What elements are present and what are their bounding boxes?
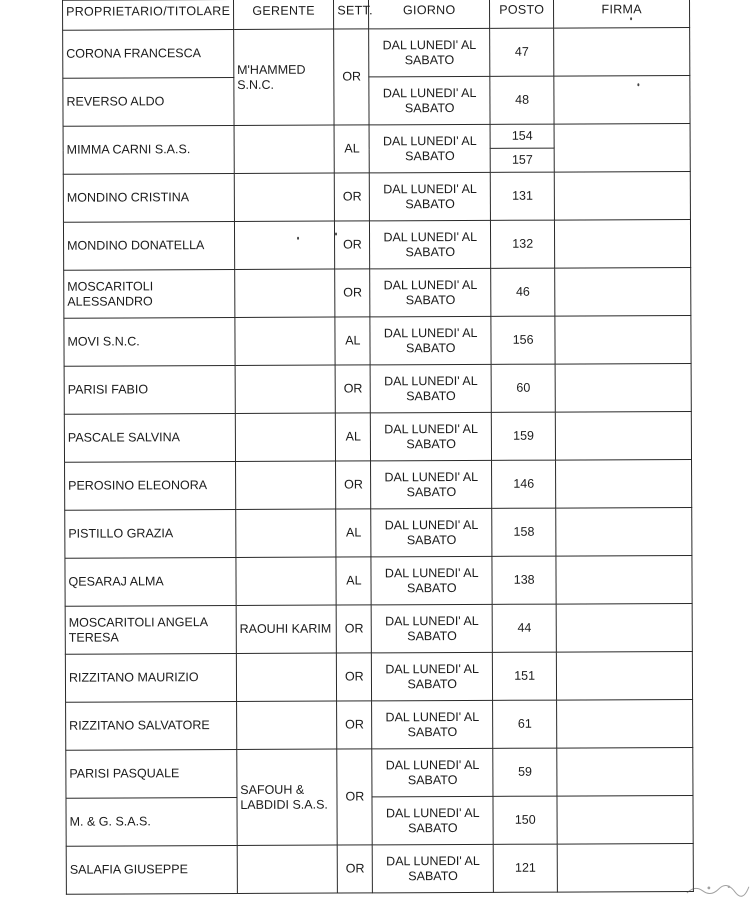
owner-cell: MOSCARITOLI ANGELA TERESA [65,605,236,654]
scan-speck [297,237,299,240]
scan-artifact-icon [685,883,751,895]
table-row [64,267,691,318]
day-cell: DAL LUNEDI' AL SABATO [372,652,493,701]
day-cell: DAL LUNEDI' AL SABATO [371,364,492,413]
signature-cell [554,75,690,124]
table-row [65,603,692,654]
day-cell: DAL LUNEDI' AL SABATO [369,76,490,125]
stall-cell: 48 [490,76,555,124]
owner-cell: MONDINO DONATELLA [63,221,234,270]
vendor-register-table [62,0,694,895]
owner-cell: MOVI S.N.C. [64,317,235,366]
sector-cell: OR [334,29,370,125]
sector-cell: OR [337,653,372,701]
stall-cell: 60 [491,364,556,412]
sector-cell: OR [335,365,370,413]
sector-cell: OR [336,461,371,509]
sector-cell: OR [335,269,370,317]
stall-cell: 156 [491,316,556,364]
manager-cell [234,269,335,317]
signature-cell [555,315,691,364]
day-cell: DAL LUNEDI' AL SABATO [369,28,490,77]
owner-cell: RIZZITANO MAURIZIO [65,653,236,702]
table-row [65,555,692,606]
sector-cell: AL [335,317,370,365]
owner-cell: M. & G. S.A.S. [66,797,237,846]
stall-cell-second: 157 [490,148,554,172]
day-cell: DAL LUNEDI' AL SABATO [370,268,491,317]
header-manager: GERENTE [233,0,334,29]
stall-cell: 121 [493,844,558,892]
table-row [66,795,693,846]
manager-cell [236,557,337,605]
owner-cell: PEROSINO ELEONORA [65,461,236,510]
table-row [63,123,690,150]
sector-cell: AL [336,557,371,605]
manager-cell [235,317,336,365]
manager-cell [234,173,335,221]
stall-cell: 138 [492,556,557,604]
table-row [65,459,692,510]
day-cell: DAL LUNEDI' AL SABATO [371,508,492,557]
header-day: GIORNO [369,0,490,29]
day-cell: DAL LUNEDI' AL SABATO [369,124,490,173]
table-row [63,75,690,126]
table-row [65,507,692,558]
owner-cell: PARISI FABIO [64,365,235,414]
day-cell: DAL LUNEDI' AL SABATO [373,844,494,893]
table-row [63,27,690,78]
table-row [66,747,693,798]
manager-cell [235,365,336,413]
signature-cell [556,459,692,508]
header-signature: FIRMA [554,0,690,28]
sector-cell: OR [335,221,370,269]
owner-cell: PASCALE SALVINA [64,413,235,462]
owner-cell: PISTILLO GRAZIA [65,509,236,558]
sector-cell: AL [334,125,369,173]
manager-cell: SAFOUH & LABDIDI S.A.S. [237,749,338,845]
signature-cell [555,267,691,316]
manager-cell [234,125,335,173]
day-cell: DAL LUNEDI' AL SABATO [372,748,493,797]
signature-cell [555,363,691,412]
manager-cell: M'HAMMED S.N.C. [233,29,334,125]
sector-cell: AL [336,413,371,461]
manager-cell [236,509,337,557]
manager-cell [235,461,336,509]
owner-cell: CORONA FRANCESCA [63,29,234,78]
table-row [64,411,691,462]
table-row [65,651,692,702]
signature-cell [554,27,690,76]
signature-cell [554,123,690,172]
signature-cell [556,411,692,460]
manager-cell [237,845,338,893]
table-row [66,843,693,894]
signature-cell [556,555,692,604]
scan-speck [637,83,639,86]
day-cell: DAL LUNEDI' AL SABATO [372,796,493,845]
header-stall: POSTO [489,0,553,28]
manager-cell [236,701,337,749]
table-row [63,219,690,270]
signature-cell [556,603,692,652]
stall-cell: 159 [491,412,556,460]
stall-cell: 131 [490,172,555,220]
sector-cell: OR [335,173,370,221]
owner-cell: RIZZITANO SALVATORE [66,701,237,750]
table-row [66,699,693,750]
stall-cell: 151 [492,652,557,700]
manager-cell: RAOUHI KARIM [236,605,337,653]
signature-cell [557,843,693,892]
stall-cell: 47 [490,28,555,76]
sector-cell: OR [337,701,372,749]
day-cell: DAL LUNEDI' AL SABATO [371,556,492,605]
stall-cell: 59 [493,748,558,796]
stall-cell: 154 [490,124,554,148]
stall-cell: 132 [490,220,555,268]
owner-cell: MIMMA CARNI S.A.S. [63,125,234,174]
day-cell: DAL LUNEDI' AL SABATO [370,220,491,269]
owner-cell: SALAFIA GIUSEPPE [66,845,237,894]
manager-cell [236,653,337,701]
day-cell: DAL LUNEDI' AL SABATO [372,604,493,653]
sector-cell: OR [337,749,373,845]
stall-cell: 61 [493,700,558,748]
signature-cell [555,171,691,220]
table-row [64,363,691,414]
header-owner: PROPRIETARIO/TITOLARE [63,0,234,30]
manager-cell [235,413,336,461]
owner-cell: MONDINO CRISTINA [63,173,234,222]
stall-cell: 46 [491,268,556,316]
day-cell: DAL LUNEDI' AL SABATO [372,700,493,749]
owner-cell: QESARAJ ALMA [65,557,236,606]
sector-cell: OR [337,845,372,893]
signature-cell [557,795,693,844]
stall-cell: 44 [492,604,557,652]
owner-cell: MOSCARITOLI ALESSANDRO [64,269,235,318]
table-row [63,171,690,222]
scan-speck [630,17,632,20]
signature-cell [555,219,691,268]
stall-cell: 150 [493,796,558,844]
table-row [64,315,691,366]
manager-cell [234,221,335,269]
header-row [63,0,690,30]
scan-speck [335,233,337,236]
owner-cell: REVERSO ALDO [63,77,234,126]
signature-cell [557,747,693,796]
signature-cell [556,507,692,556]
stall-cell: 158 [492,508,557,556]
stall-cell: 146 [492,460,557,508]
signature-cell [557,651,693,700]
sector-cell: OR [336,605,371,653]
day-cell: DAL LUNEDI' AL SABATO [370,172,491,221]
signature-cell [557,699,693,748]
sector-cell: AL [336,509,371,557]
day-cell: DAL LUNEDI' AL SABATO [371,412,492,461]
day-cell: DAL LUNEDI' AL SABATO [370,316,491,365]
header-sector: SETT. [334,0,369,29]
owner-cell: PARISI PASQUALE [66,749,237,798]
day-cell: DAL LUNEDI' AL SABATO [371,460,492,509]
